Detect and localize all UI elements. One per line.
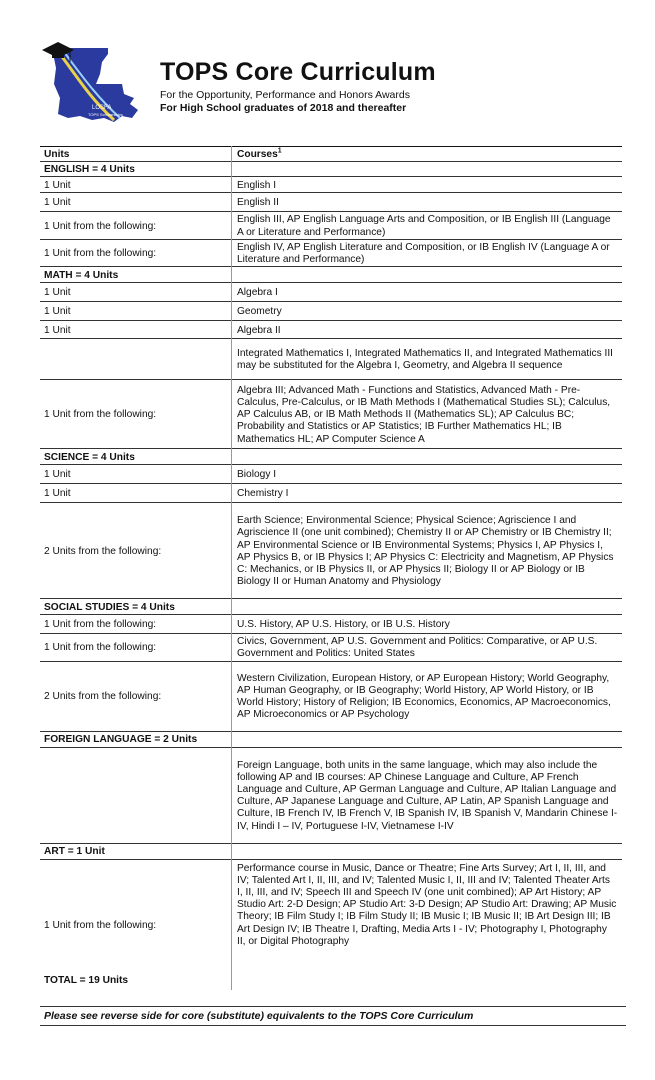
- table-row: [40, 661, 622, 731]
- courses-cell: Algebra II: [232, 321, 623, 339]
- units-cell-text: 1 Unit from the following:: [44, 919, 157, 931]
- units-cell: 1 Unit: [40, 283, 232, 302]
- units-cell: 2 Units from the following:: [40, 661, 232, 731]
- courses-cell: Chemistry I: [232, 484, 623, 503]
- table-row: [40, 380, 622, 449]
- section-title: MATH = 4 Units: [40, 267, 232, 283]
- units-cell: [40, 859, 232, 990]
- losfa-logo: [38, 38, 148, 133]
- courses-cell: [232, 267, 623, 283]
- table-row: [40, 339, 622, 380]
- courses-cell: English III, AP English Language Arts and Composition, or IB English III (Language A or Literature and Performance): [232, 212, 623, 239]
- units-cell: [40, 747, 232, 843]
- courses-cell: English IV, AP English Literature and Composition, or IB English IV (Language A or Literature and Performance): [232, 239, 623, 266]
- section-row: [40, 449, 622, 465]
- table-row: [40, 859, 622, 990]
- table-row: [40, 302, 622, 321]
- section-row: [40, 599, 622, 615]
- total-units: TOTAL = 19 Units: [44, 975, 129, 987]
- section-title: SCIENCE = 4 Units: [40, 449, 232, 465]
- curriculum-table: [40, 146, 622, 990]
- table-row: [40, 239, 622, 266]
- courses-cell: English II: [232, 193, 623, 212]
- courses-cell: [232, 162, 623, 177]
- courses-column-header: Courses$^1$: [232, 147, 623, 162]
- table-row: [40, 615, 622, 634]
- courses-cell: [232, 449, 623, 465]
- table-row: [40, 484, 622, 503]
- page-title: TOPS Core Curriculum: [160, 58, 436, 86]
- units-cell: 1 Unit from the following:: [40, 239, 232, 266]
- table-header-row: [40, 147, 622, 162]
- courses-cell: Biology I: [232, 465, 623, 484]
- courses-cell: Foreign Language, both units in the same language, which may also include the following AP and IB courses: AP Chinese Language and Culture, AP French Language and Culture, AP German Language and Culture, AP Italian Language and Culture, AP Japanese Language and Culture, AP Latin, AP Spanish Language and Culture, IB French IV, IB French V, IB Spanish IV, IB Spanish V, Mandarin Chinese I-IV, Hindi I – IV, Portuguese I-IV, Vietnamese I-IV: [232, 747, 623, 843]
- footer-note: Please see reverse side for core (substitute) equivalents to the TOPS Core Curriculum: [40, 1006, 626, 1026]
- table-row: [40, 283, 622, 302]
- courses-cell: English I: [232, 177, 623, 193]
- units-cell: 1 Unit: [40, 302, 232, 321]
- units-column-header: Units: [40, 147, 232, 162]
- courses-cell: Algebra III; Advanced Math - Functions and Statistics, Advanced Math - Pre-Calculus, Pre-Calculus, or IB Math Methods I (Mathematical Studies SL); Calculus, AP Calculus AB, or IB Math Methods II (Mathematics SL); AP Calculus BC; Probability and Statistics or AP Statistics; IB Further Mathematics HL; IB Mathematics HL; AP Computer Science A: [232, 380, 623, 449]
- units-cell: 1 Unit from the following:: [40, 615, 232, 634]
- table-row: [40, 634, 622, 661]
- logo-text-losfa: LOSFA: [92, 105, 112, 111]
- section-row: [40, 162, 622, 177]
- logo-text-tops: TOPS Scholarships: [88, 112, 123, 117]
- table-row: [40, 177, 622, 193]
- table-row: [40, 193, 622, 212]
- units-cell: [40, 339, 232, 380]
- section-title: SOCIAL STUDIES = 4 Units: [40, 599, 232, 615]
- courses-cell: Algebra I: [232, 283, 623, 302]
- courses-cell: Performance course in Music, Dance or Theatre; Fine Arts Survey; Art I, II, III, and IV; Talented Art I, II, III, and IV; Talented Music I, II, III and IV; Talented Theater Arts I, II, III, and IV; Speech III and Speech IV (one unit combined); AP Art History; AP Studio Art: 2-D Design; AP Studio Art: 3-D Design; AP Studio Art: Drawing; AP Music Theory; IB Film Study I; IB Film Study II; IB Music I; IB Music II; IB Art Design III; IB Art Design IV; IB Theatre I, Drafting, Media Arts I - IV; Photography I, Photography II, or Digital Photography: [232, 859, 623, 990]
- courses-cell: U.S. History, AP U.S. History, or IB U.S. History: [232, 615, 623, 634]
- courses-cell: Civics, Government, AP U.S. Government and Politics: Comparative, or AP U.S. Government and Politics: United States: [232, 634, 623, 661]
- table-row: [40, 465, 622, 484]
- table-row: [40, 321, 622, 339]
- units-cell: 1 Unit from the following:: [40, 380, 232, 449]
- units-cell: 1 Unit: [40, 484, 232, 503]
- courses-cell: Earth Science; Environmental Science; Physical Science; Agriscience I and Agriscience II (one unit combined); Chemistry II or AP Chemistry or IB Chemistry II; AP Environmental Science or IB Environmental Systems; Physics I, AP Physics I, AP Physics B, or IB Physics I; AP Physics C: Electricity and Magnetism, AP Physics C: Mechanics, or IB Physics II, or AP Physics II; Biology II or AP Biology or IB Biology II or Human Anatomy and Physiology: [232, 503, 623, 599]
- courses-cell: Integrated Mathematics I, Integrated Mathematics II, and Integrated Mathematics III may be substituted for the Algebra I, Geometry, and Algebra II sequence: [232, 339, 623, 380]
- courses-cell: [232, 731, 623, 747]
- courses-cell: Geometry: [232, 302, 623, 321]
- section-title: ENGLISH = 4 Units: [40, 162, 232, 177]
- section-row: [40, 731, 622, 747]
- table-row: [40, 212, 622, 239]
- courses-cell: [232, 599, 623, 615]
- section-row: [40, 843, 622, 859]
- units-cell: 1 Unit from the following:: [40, 212, 232, 239]
- section-title: ART = 1 Unit: [40, 843, 232, 859]
- page-subtitle: For the Opportunity, Performance and Honors Awards: [160, 89, 410, 101]
- units-cell: 2 Units from the following:: [40, 503, 232, 599]
- section-title: FOREIGN LANGUAGE = 2 Units: [40, 731, 232, 747]
- page-subtitle-graduates: For High School graduates of 2018 and thereafter: [160, 102, 407, 114]
- table-row: [40, 503, 622, 599]
- courses-cell: Western Civilization, European History, or AP European History; World Geography, AP Human Geography, or IB Geography; World History, AP World History, or IB World History; History of Religion; IB Economics, Economics, AP Macroeconomics, AP Microeconomics or AP Psychology: [232, 661, 623, 731]
- units-cell: 1 Unit: [40, 465, 232, 484]
- table-row: [40, 747, 622, 843]
- courses-cell: [232, 843, 623, 859]
- units-cell: 1 Unit from the following:: [40, 634, 232, 661]
- units-cell: 1 Unit: [40, 177, 232, 193]
- units-cell: 1 Unit: [40, 321, 232, 339]
- units-cell: 1 Unit: [40, 193, 232, 212]
- section-row: [40, 267, 622, 283]
